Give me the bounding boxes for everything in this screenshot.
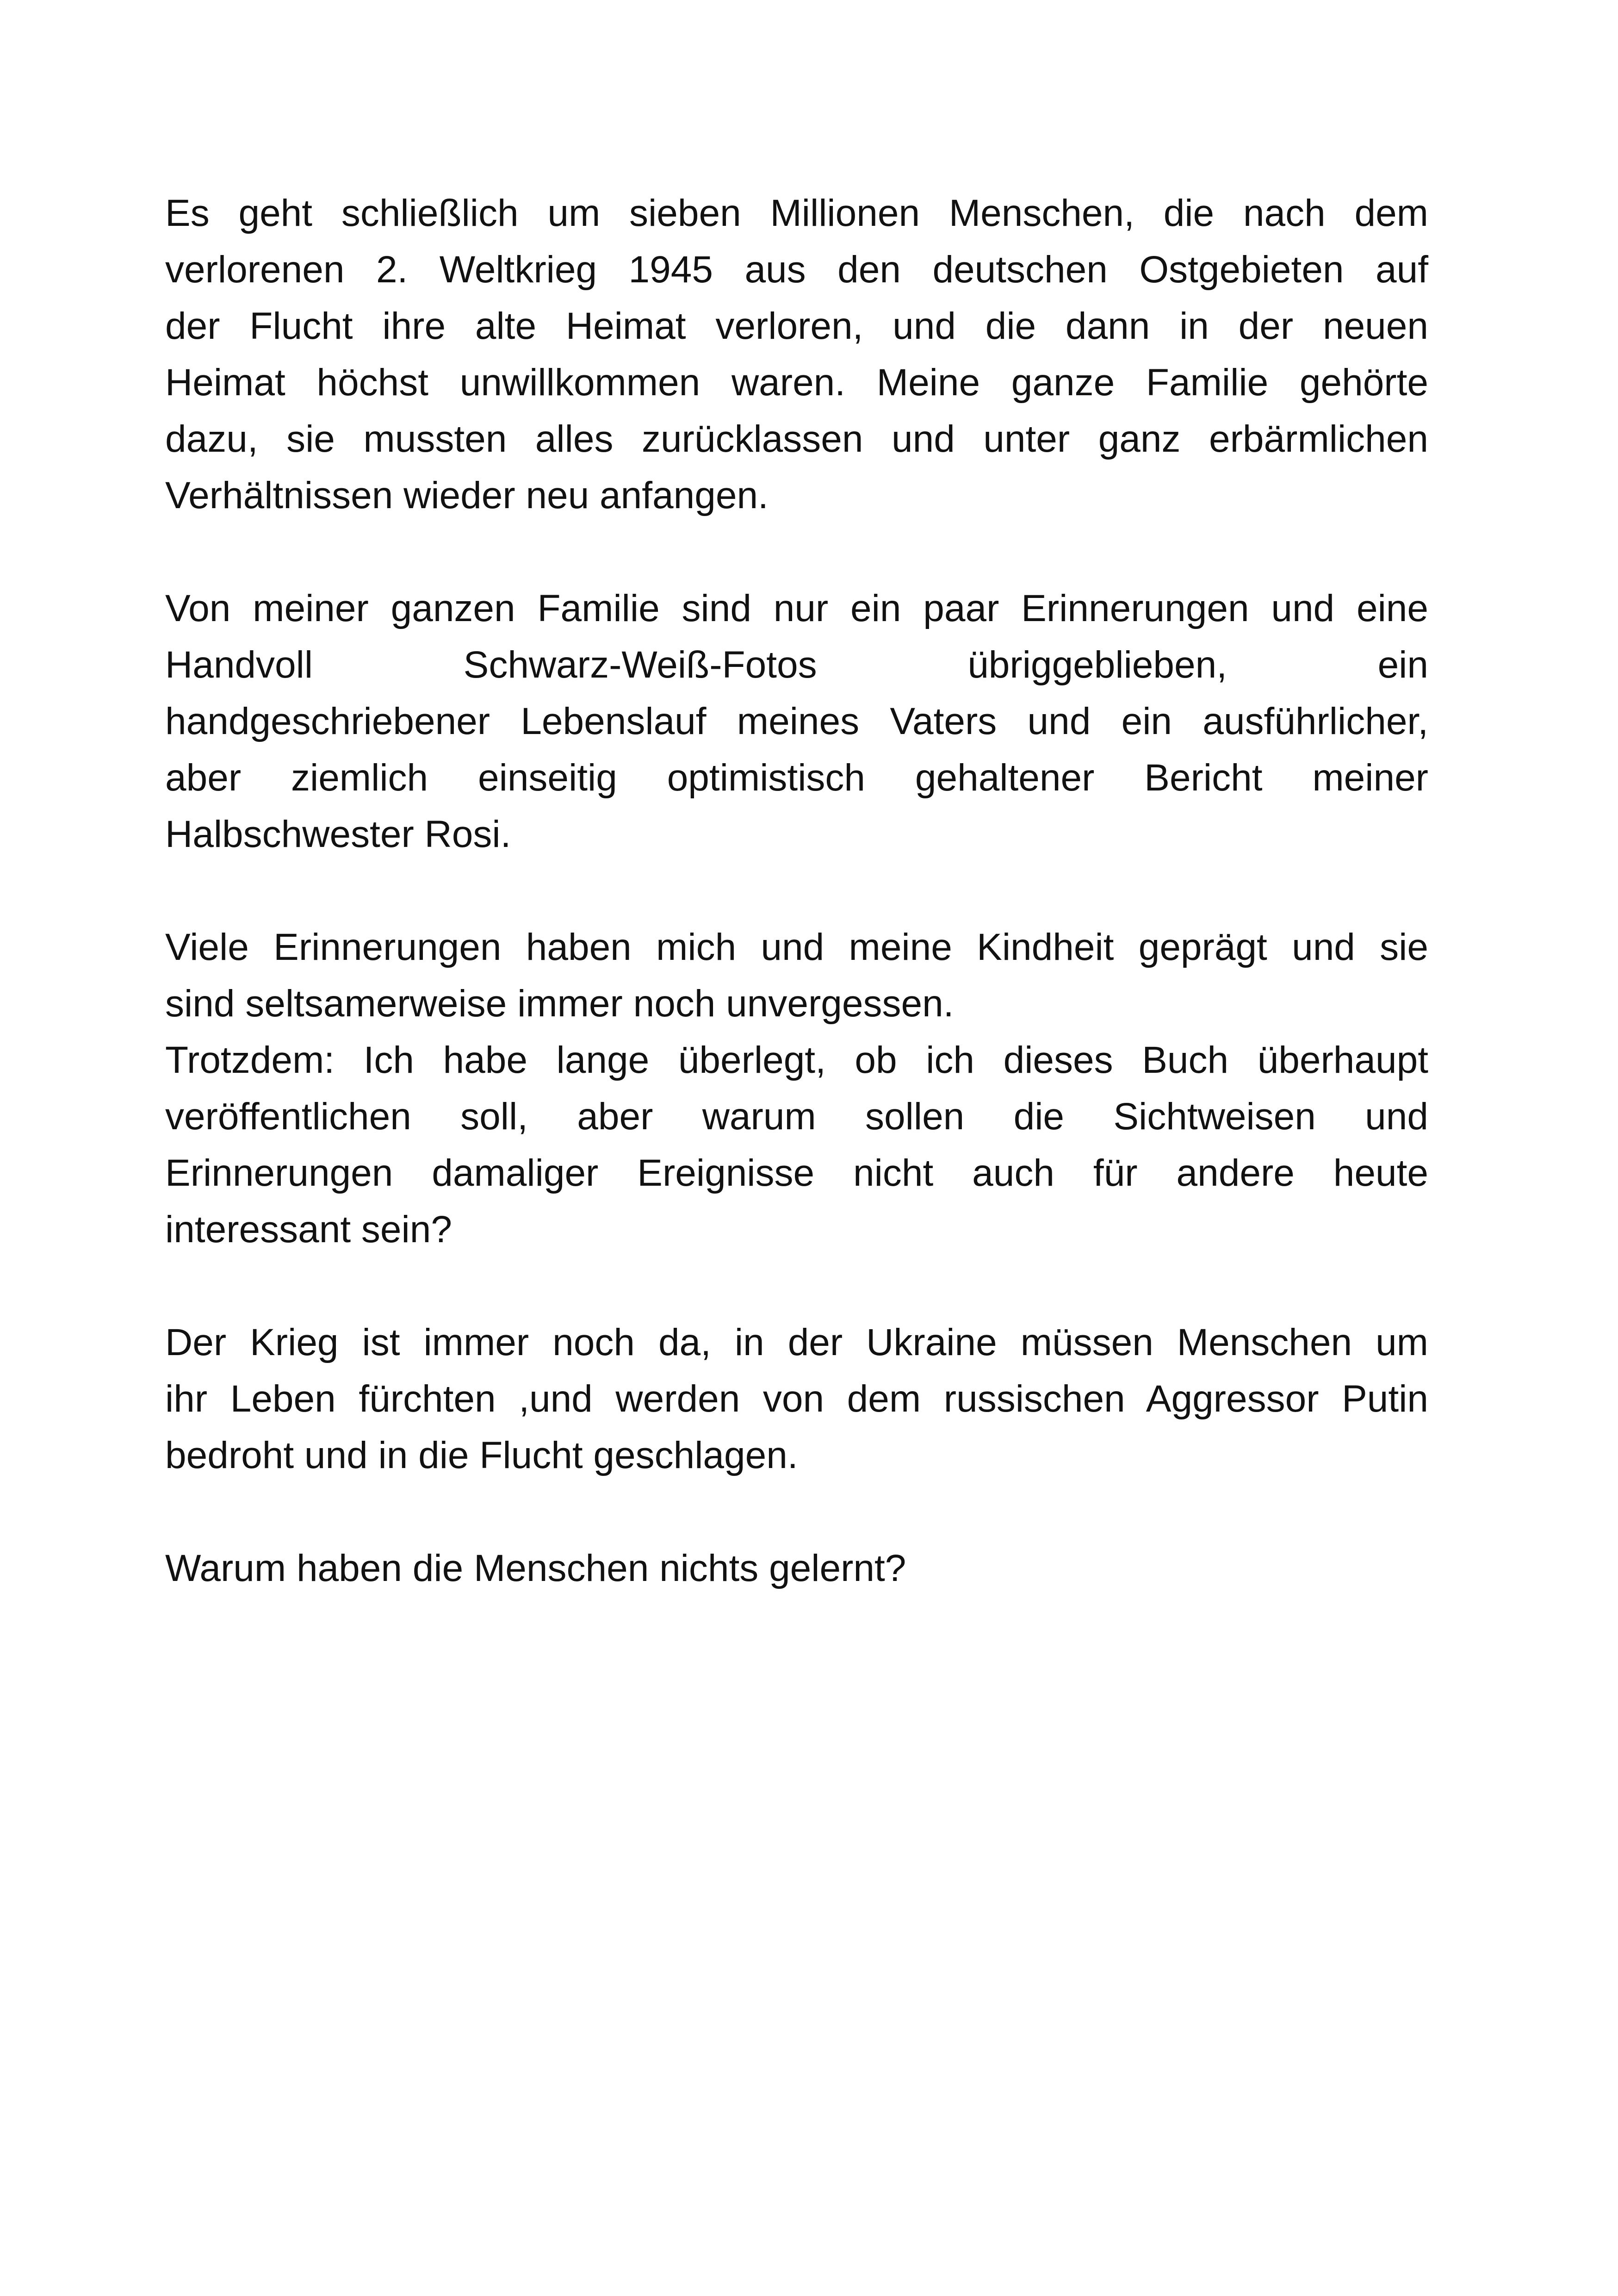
text-line: der Flucht ihre alte Heimat verloren, und die dann in der neuen [165,305,1428,347]
text-line: ihr Leben fürchten ,und werden von dem russischen Aggressor Putin [165,1378,1428,1420]
paragraph-1 [165,185,1428,524]
text-line: Viele Erinnerungen haben mich und meine Kindheit geprägt und sie [165,926,1428,968]
text-line: Es geht schließlich um sieben Millionen Menschen, die nach dem [165,192,1428,234]
paragraph-4 [165,1032,1428,1258]
paragraph-2 [165,580,1428,863]
text-line: Verhältnissen wieder neu anfangen. [165,474,769,516]
text-line: bedroht und in die Flucht geschlagen. [165,1434,798,1476]
body-text [165,185,1428,1653]
text-line: Der Krieg ist immer noch da, in der Ukraine müssen Menschen um [165,1321,1428,1363]
text-line: verlorenen 2. Weltkrieg 1945 aus den deutschen Ostgebieten auf [165,249,1428,291]
text-line: Von meiner ganzen Familie sind nur ein paar Erinnerungen und eine [165,587,1428,629]
text-line: handgeschriebener Lebenslauf meines Vaters und ein ausführlicher, [165,700,1428,742]
paragraph-5 [165,1314,1428,1484]
text-line: Halbschwester Rosi. [165,813,511,855]
text-line: sind seltsamerweise immer noch unvergessen. [165,983,954,1025]
paragraph-6 [165,1540,1428,1597]
text-line: Handvoll Schwarz-Weiß-Fotos übriggeblieben, ein [165,644,1428,686]
text-line: veröffentlichen soll, aber warum sollen die Sichtweisen und [165,1095,1428,1138]
text-line: Heimat höchst unwillkommen waren. Meine ganze Familie gehörte [165,361,1428,404]
text-line: Warum haben die Menschen nichts gelernt? [165,1547,906,1589]
text-line: Trotzdem: Ich habe lange überlegt, ob ich dieses Buch überhaupt [165,1039,1428,1081]
text-line: dazu, sie mussten alles zurücklassen und unter ganz erbärmlichen [165,418,1428,460]
paragraph-3 [165,919,1428,1032]
text-line: aber ziemlich einseitig optimistisch gehaltener Bericht meiner [165,757,1428,799]
text-line: interessant sein? [165,1208,452,1251]
text-line: Erinnerungen damaliger Ereignisse nicht auch für andere heute [165,1152,1428,1194]
